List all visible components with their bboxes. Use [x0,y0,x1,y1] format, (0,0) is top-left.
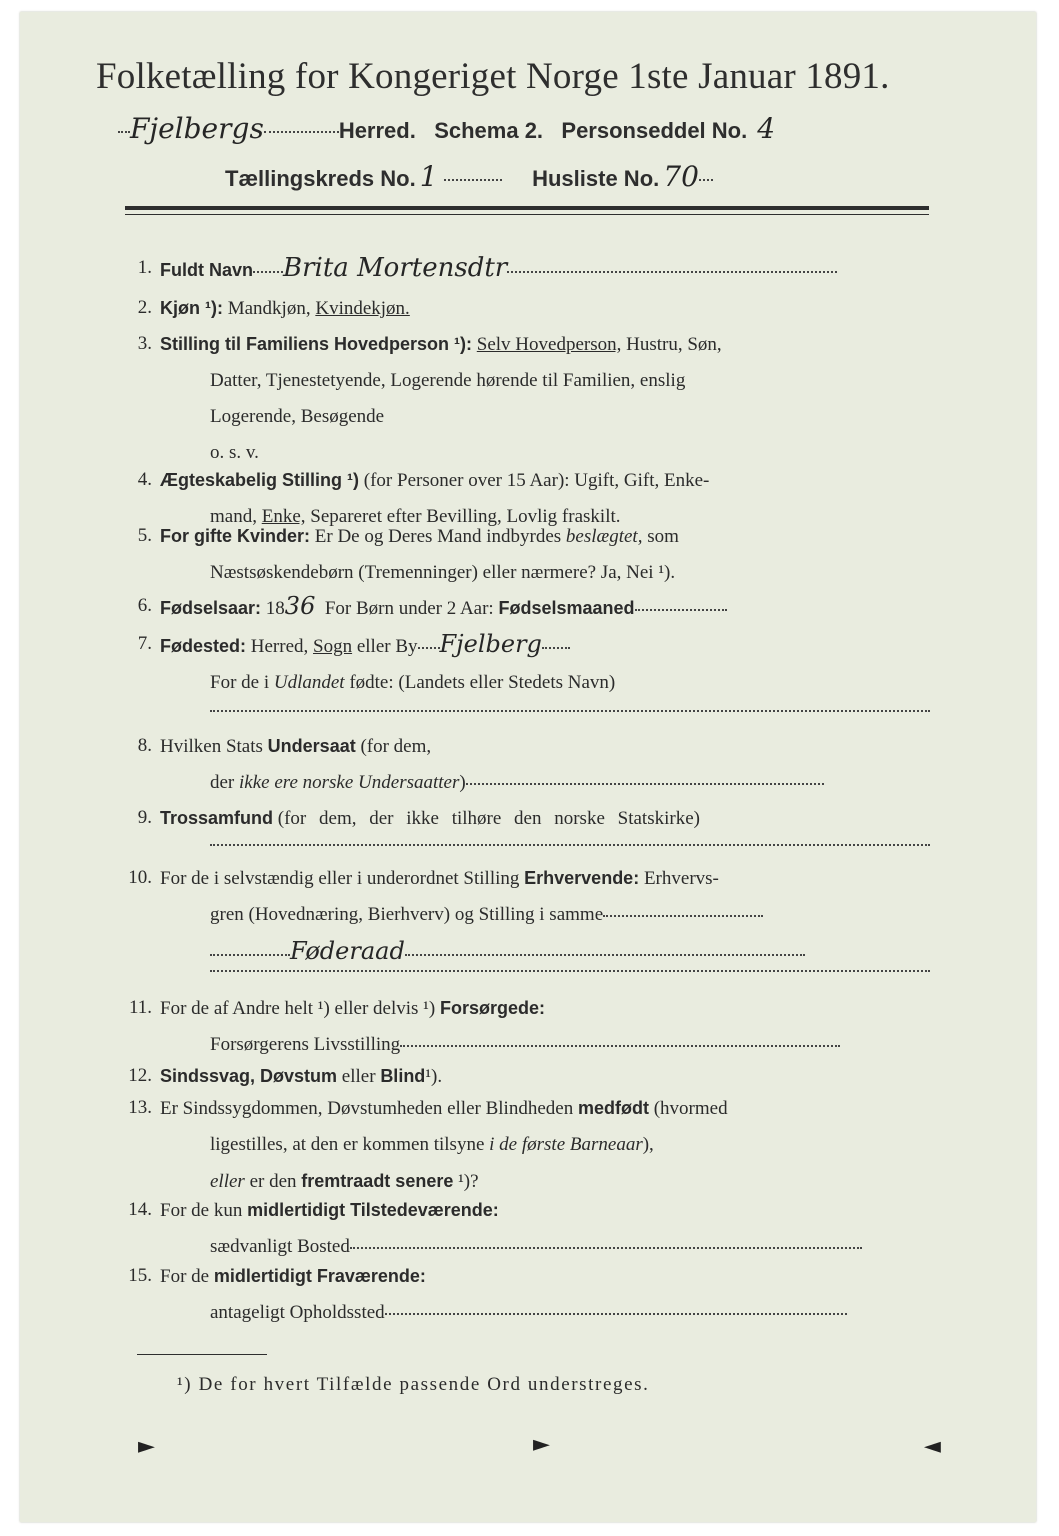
blank-answer-line [210,970,930,972]
dotted-leader [118,131,130,133]
question-text-italic: ikke ere norske Undersaatter [239,772,460,793]
dotted-leader [350,1247,862,1249]
option-text: Herred, [250,636,309,657]
question-number: 12. [128,1065,152,1086]
registration-arrow-icon: ► [138,1434,155,1459]
question-number: 1. [137,257,152,278]
kreds-value: 1 [419,160,438,193]
question-text: ligestilles, at den er kommen tilsyne [210,1134,485,1155]
question-label: Blind [380,1066,426,1086]
question-label: Forsørgede: [439,998,545,1018]
dotted-leader [444,179,502,181]
options-text: Hustru, Søn, [626,334,722,355]
option-text: mand, [210,506,257,527]
footnote: ¹) De for hvert Tilfælde passende Ord understreges. [177,1374,650,1395]
question-text: ), [642,1134,654,1155]
footnote-rule [137,1354,267,1355]
question-text: ¹)? [458,1171,479,1192]
question-label: Fuldt Navn [160,260,253,280]
question-text: For Børn under 2 Aar: [324,598,494,619]
dotted-leader [466,783,824,785]
option-text: eller By [356,636,418,657]
option-mandkjon: Mandkjøn, [227,298,311,319]
question-label: fremtraadt senere [301,1171,454,1191]
question-text: For de kun [160,1200,243,1221]
personseddel-value: 4 [757,112,776,145]
schema-label: Schema 2. [434,118,544,143]
question-text: (hvormed [653,1098,728,1119]
question-label: Stilling til Familiens Hovedperson ¹): [160,334,473,354]
header-rule-thick [125,206,929,210]
options-line-4: o. s. v. [210,442,259,463]
question-text-italic: beslægtet, [565,526,643,547]
dotted-leader [542,647,570,649]
options-line-3: Logerende, Besøgende [210,406,385,427]
question-label: Erhvervende: [524,868,640,888]
question-text: Er Sindssygdommen, Døvstumheden eller Blindheden [160,1098,574,1119]
question-label: Undersaat [267,736,356,756]
question-label: Ægteskabelig Stilling ¹) [160,470,360,490]
question-text: er den [249,1171,297,1192]
question-text: For de [160,1266,210,1287]
dotted-leader [507,271,837,273]
question-text: fødte: (Landets eller Stedets Navn) [349,672,616,693]
question-label: Fødselsmaaned [498,598,635,618]
question-text: Erhvervs- [643,868,719,889]
question-text-italic: Udlandet [273,672,345,693]
option-enke-selected: Enke, [261,506,306,527]
blank-answer-line [210,710,930,712]
header-rule-thin [125,214,929,215]
question-line-2: antageligt Opholdssted [210,1302,385,1323]
birth-year-answer: 36 [284,592,316,620]
dotted-leader [210,954,290,956]
husliste-label: Husliste No. [532,166,660,191]
dotted-leader [418,647,440,649]
dotted-leader [385,1313,847,1315]
registration-arrow-icon: ► [924,1434,941,1459]
question-label: For gifte Kvinder: [160,526,311,546]
question-line-2: Næstsøskendebørn (Tremenninger) eller nærmere? Ja, Nei ¹). [210,562,676,583]
occupation-answer: Føderaad [290,937,405,965]
question-number: 4. [137,469,152,490]
question-label: midlertidigt Tilstedeværende: [247,1200,499,1220]
registration-arrow-icon: ► [533,1432,550,1457]
question-text-italic: i de første Barneaar [489,1134,643,1155]
question-number: 15. [128,1265,152,1286]
question-number: 8. [137,735,152,756]
dotted-leader [635,609,727,611]
option-selv-hovedperson-selected: Selv Hovedperson, [476,334,622,355]
herred-row [118,112,775,145]
blank-answer-line [210,844,930,846]
question-line-2: gren (Hovednæring, Bierhverv) og Stilling i samme [210,904,604,925]
question-text: eller [341,1066,376,1087]
question-text: der [210,772,235,793]
question-label: Fødselsaar: [160,598,262,618]
dotted-leader [405,954,805,956]
question-text: For de i selvstændig eller i underordnet Stilling [160,868,520,889]
option-text: Separeret efter Bevilling, Lovlig fraskilt. [310,506,621,527]
question-number: 9. [137,807,152,828]
dotted-leader [603,915,763,917]
name-answer: Brita Mortensdtr [283,253,508,283]
option-kvindekjon-selected: Kvindekjøn. [315,298,410,319]
birthplace-answer: Fjelberg [439,630,542,658]
question-label: Fødested: [160,636,247,656]
question-text-italic: eller [210,1171,245,1192]
question-label: Sindssvag, Døvstum [160,1066,338,1086]
question-number: 2. [137,297,152,318]
question-number: 10. [128,867,152,888]
question-label: Kjøn ¹): [160,298,223,318]
question-text: ¹). [425,1066,443,1087]
question-text: (for dem, der ikke tilhøre den norske Statskirke) [277,808,700,829]
question-number: 3. [137,333,152,354]
year-prefix: 18 [265,598,285,619]
kreds-row [225,160,713,193]
herred-label: Herred. [338,118,416,143]
form-title: Folketælling for Kongeriget Norge 1ste Januar 1891. [96,56,890,97]
personseddel-label: Personseddel No. [561,118,748,143]
options-line-2: Datter, Tjenestetyende, Logerende hørende til Familien, enslig [210,370,686,391]
question-text: Hvilken Stats [160,736,263,757]
husliste-value: 70 [663,160,699,193]
herred-value: Fjelbergs [130,112,264,145]
question-label: midlertidigt Fraværende: [213,1266,426,1286]
kreds-label: Tællingskreds No. [225,166,416,191]
dotted-leader [253,271,283,273]
dotted-leader [400,1045,840,1047]
question-text: Er De og Deres Mand indbyrdes [314,526,562,547]
question-text: (for dem, [360,736,432,757]
options-text: (for Personer over 15 Aar): Ugift, Gift, Enke- [363,470,710,491]
question-text: som [647,526,679,547]
question-number: 14. [128,1199,152,1220]
question-number: 11. [128,997,152,1018]
question-text: For de af Andre helt ¹) eller delvis ¹) [160,998,436,1019]
question-label: Trossamfund [160,808,274,828]
question-number: 6. [137,595,152,616]
question-label: medfødt [577,1098,649,1118]
question-text: For de i [210,672,270,693]
question-number: 13. [128,1097,152,1118]
question-line-2: Forsørgerens Livsstilling [210,1034,401,1055]
question-number: 5. [137,525,152,546]
question-line-2: sædvanligt Bosted [210,1236,350,1257]
dotted-leader [699,179,713,181]
dotted-leader [264,131,339,133]
question-number: 7. [137,633,152,654]
option-sogn-selected: Sogn [313,636,353,657]
